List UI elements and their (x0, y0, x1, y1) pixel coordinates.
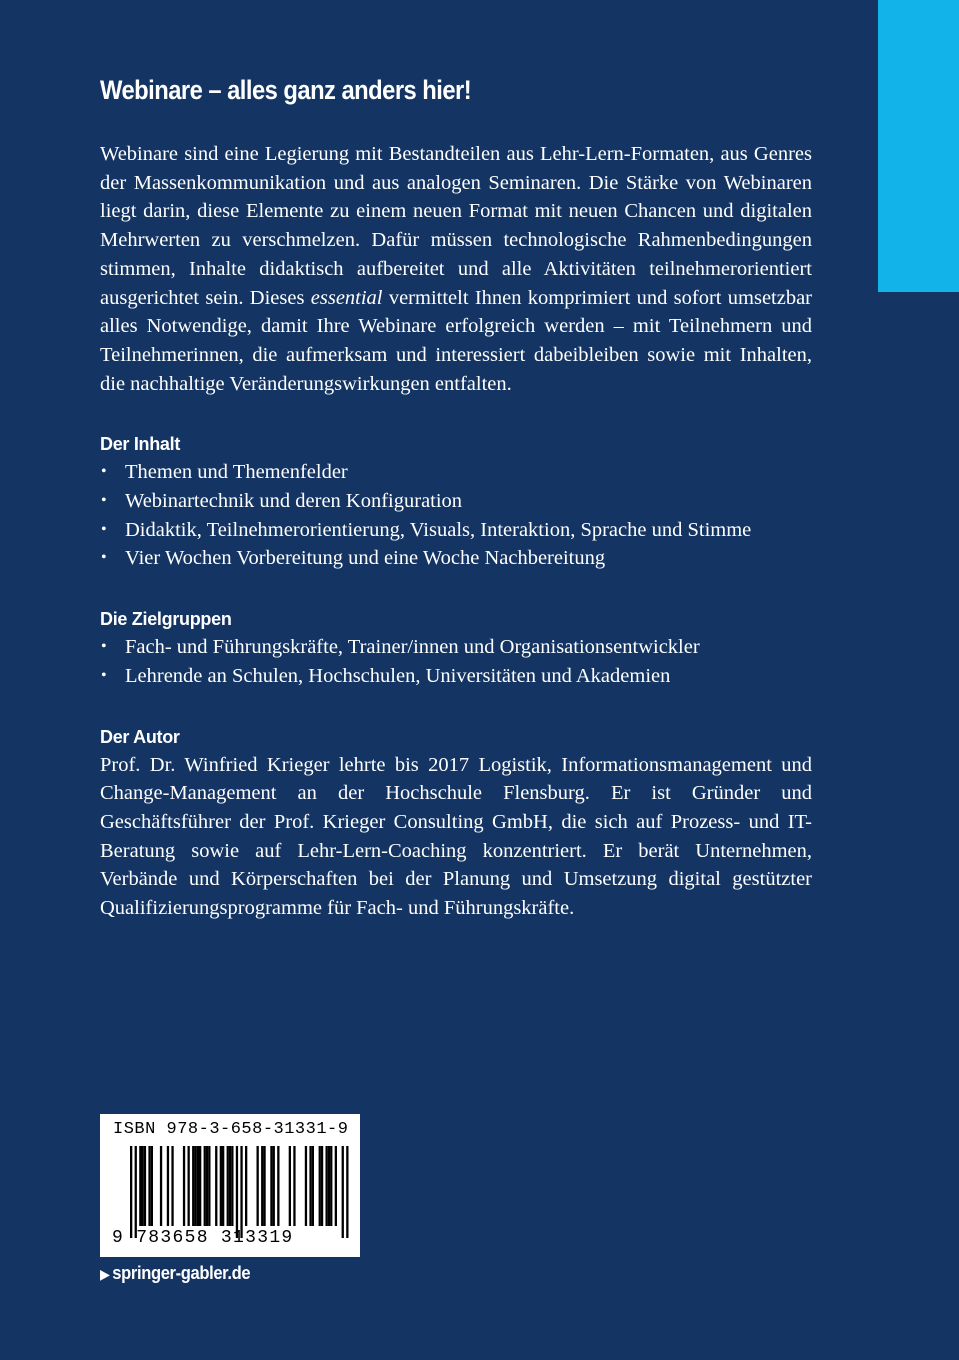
barcode-bar (192, 1146, 194, 1226)
barcode-bar (229, 1146, 231, 1226)
section-zielgruppen (100, 605, 812, 690)
list-inhalt (100, 458, 812, 573)
isbn-barcode (100, 1114, 360, 1257)
barcode-bar (194, 1146, 196, 1226)
list-zielgruppen (100, 633, 812, 690)
isbn-label: ISBN 978-3-658-31331-9 (113, 1120, 349, 1139)
barcode-bar (199, 1146, 201, 1226)
barcode-bar (257, 1146, 259, 1226)
barcode-bar (236, 1146, 238, 1238)
barcode-bar (204, 1146, 206, 1226)
intro-text-part2: vermittelt Ihnen komprimiert und sofort umsetzbar alles Notwendige, damit Ihre Webinare erfolgreich werden – mit Teilnehmern und Teilnehmerinnen, die aufmerksam und interessiert dabeibleiben sowie mit Inhalten, die nachhaltige Veränderungswirkungen entfalten. (100, 286, 813, 395)
list-item: • Lehrende an Schulen, Hochschulen, Universitäten und Akademien (100, 662, 812, 691)
section-inhalt (100, 430, 812, 573)
barcode-bar (346, 1146, 348, 1238)
barcode-bar (312, 1146, 314, 1226)
barcode-digits: 9 783658 313319 (112, 1228, 294, 1248)
barcode-bar (328, 1146, 330, 1226)
bullet-icon: • (101, 549, 107, 567)
barcode-bar (305, 1146, 307, 1226)
list-item: • Vier Wochen Vorbereitung und eine Woche Nachbereitung (100, 544, 812, 573)
section-title-autor: Der Autor (100, 726, 180, 747)
barcode-bar (330, 1146, 332, 1226)
barcode-bar (321, 1146, 323, 1226)
list-item: • Didaktik, Teilnehmerorientierung, Visuals, Interaktion, Sprache und Stimme (100, 516, 812, 545)
barcode-bar (183, 1146, 185, 1226)
bullet-icon: • (101, 463, 107, 481)
barcode-bar (208, 1146, 210, 1226)
barcode-bar (289, 1146, 291, 1226)
barcode-bar (319, 1146, 321, 1226)
barcode-bar (188, 1146, 190, 1226)
intro-emphasis: essential (310, 286, 383, 309)
accent-bar (878, 0, 959, 292)
barcode-bar (151, 1146, 153, 1226)
list-item: • Webinartechnik und deren Konfiguration (100, 487, 812, 516)
bullet-icon: • (101, 492, 107, 510)
barcode-bar (130, 1146, 132, 1238)
barcode-bar (135, 1146, 137, 1238)
barcode-bar (342, 1146, 344, 1238)
bullet-icon: • (101, 666, 107, 684)
website-link[interactable] (100, 1262, 250, 1285)
barcode-bar (139, 1146, 141, 1226)
barcode-bar (261, 1146, 263, 1226)
barcode-bar (263, 1146, 265, 1226)
barcode-bar (222, 1146, 224, 1226)
bullet-icon: • (101, 638, 107, 656)
headline: Webinare – alles ganz anders hier! (100, 75, 472, 105)
barcode-bar (273, 1146, 275, 1226)
barcode-bar (335, 1146, 337, 1226)
list-item: • Themen und Themenfelder (100, 458, 812, 487)
intro-paragraph (100, 140, 812, 398)
bullet-icon: • (101, 520, 107, 538)
barcode-bar (326, 1146, 328, 1226)
barcode-bar (277, 1146, 279, 1226)
author-bio: Prof. Dr. Winfried Krieger lehrte bis 2017 Logistik, Informationsmanagement und Change-Management an der Hochschule Flensburg. Er ist Gründer und Geschäftsführer der Prof. Krieger Consulting GmbH, die sich auf Prozess- und IT-Beratung sowie auf Lehr-Lern-Coaching konzentriert. Er berät Unternehmen, Verbände und Körperschaften bei der Planung und Umsetzung digital gestützter Qualifizierungsprogramme für Fach- und Führungskräfte. (100, 753, 812, 920)
website-url: springer-gabler.de (112, 1263, 251, 1283)
barcode-bar (148, 1146, 150, 1226)
barcode-bar (270, 1146, 272, 1226)
barcode-bar (240, 1146, 242, 1238)
back-cover-text (100, 70, 812, 923)
list-item: • Fach- und Führungskräfte, Trainer/innen und Organisationsentwickler (100, 633, 812, 662)
barcode-bar (197, 1146, 199, 1226)
barcode-bar (142, 1146, 144, 1226)
barcode-bar (245, 1146, 247, 1226)
barcode-bar (227, 1146, 229, 1226)
arrow-right-icon: ▶ (100, 1266, 110, 1282)
barcode-bar (206, 1146, 208, 1226)
barcode-bar (293, 1146, 295, 1226)
barcode-bar (167, 1146, 169, 1226)
section-title-zielgruppen: Die Zielgruppen (100, 609, 232, 630)
barcode-bar (171, 1146, 173, 1226)
barcode-bar (144, 1146, 146, 1226)
barcode-bar (215, 1146, 217, 1226)
barcode-bar (220, 1146, 222, 1226)
barcode-bar (309, 1146, 311, 1226)
barcode-bar (231, 1146, 233, 1226)
barcode-bar (160, 1146, 162, 1226)
section-title-inhalt: Der Inhalt (100, 434, 181, 455)
section-autor (100, 723, 812, 923)
intro-text-part1: Webinare sind eine Legierung mit Bestandteilen aus Lehr-Lern-Formaten, aus Genres der Massenkommunikation und aus analogen Seminaren. Die Stärke von Webinaren liegt darin, diese Elemente zu einem neuen Format mit neuen Chancen und digitalen Mehrwerten zu verschmelzen. Dafür müssen technologische Rahmenbedingungen stimmen, Inhalte didaktisch aufbereitet und alle Aktivitäten teilnehmerorientiert ausgerichtet sein. Dieses (100, 143, 812, 309)
